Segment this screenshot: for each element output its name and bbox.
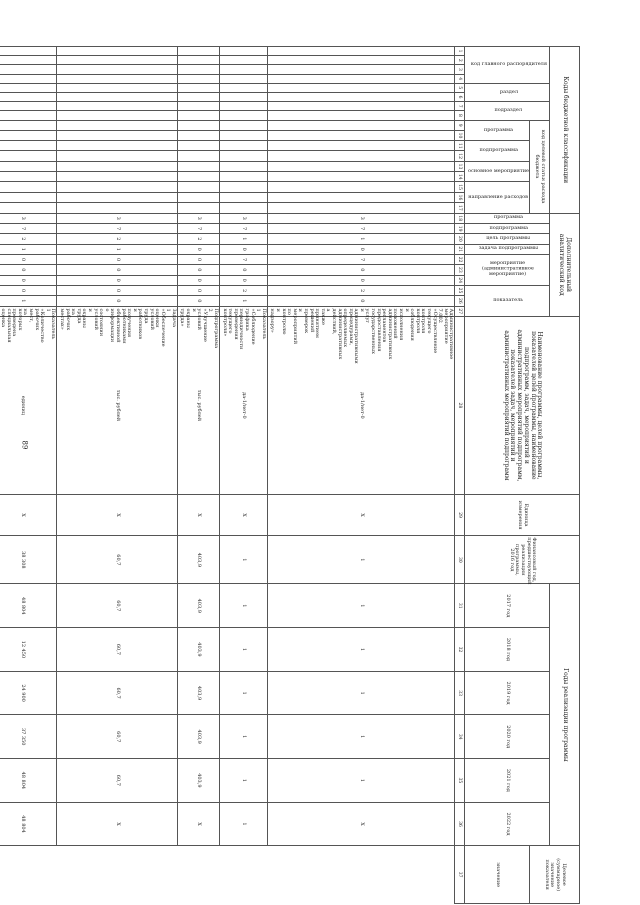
row-name: Задача 1 «Обеспечение оценки условий труда работников и получения работниками объективной информации о состоянии условий и охраны труда на рабочих местах» [57, 306, 177, 316]
row-base: X [267, 494, 455, 535]
add-program-header: программа [465, 213, 550, 223]
fin-year-column-header: Финансовый год, предшествующий реализации программы, 2016 год [465, 536, 580, 584]
name-column-header: Наименование программы, целей программы, показателей целей программы, наименование подпрограмм, задач, мероприятий и административных мероприятий подпрограмм, показателей задач, мероприятий и административных мероприятий подпрограмм [465, 316, 580, 494]
unit-column-header: Единица измерения [465, 494, 580, 535]
row-target: X [57, 802, 177, 846]
row-base: X [57, 494, 177, 535]
row-base: X [0, 494, 57, 535]
column-numbers-row: 1 2 3 4 5 6 7 8 9 10 11 12 13 14 15 16 17 18 19 20 21 22 23 24 25 26 27 28 29 30 31 32 33 34 35 36 37 [455, 47, 465, 904]
main-event-code-header: основное мероприятие [465, 161, 530, 182]
row-unit: да-1/нет-0 [220, 316, 268, 494]
value-header: значение [465, 846, 530, 904]
row-unit: тыс. рублей [57, 316, 177, 494]
year-2017-header: 2017 год [465, 584, 550, 628]
table-row: 3 7 1 0 7 0 0 2 0 Административное мероприятие 7.002 «Осуществление текущего контроля контроля соблюдения и исполнения положений административных регламентов предоставления государственных услуг и административными процедурами, определяемых административных действий, а также принятием решений проверок и мероприятий по контролю и надзору» да-1/нет-0 X 1 1 1 1 1 1 X [267, 47, 455, 904]
row-target: 1 [220, 802, 268, 846]
row-target: 48 804 [0, 802, 57, 846]
program-code-header: программа [465, 120, 530, 141]
year-2021-header: 2021 год [465, 759, 550, 803]
year-2020-header: 2020 год [465, 715, 550, 759]
row-name: Административное мероприятие 7.002 «Осуществление текущего контроля контроля соблюдения и исполнения положений административных регламентов предоставления государственных услуг и административными процедурами, определяемых административных действий, а также принятием решений проверок и мероприятий по контролю и надзору» [267, 306, 455, 316]
year-2019-header: 2019 год [465, 671, 550, 715]
row-name: Показатель 1 «Количество рабочих мест, на которых проведена специальная оценка [0, 306, 57, 316]
task-subprogram-header: задача подпрограммы [465, 244, 550, 254]
row-unit: да-1/нет-0 [267, 316, 455, 494]
add-subprogram-header: подпрограмма [465, 223, 550, 233]
event-admin-header: мероприятие (административное мероприятие) [465, 254, 550, 285]
years-header: Годы реализации программы [550, 584, 580, 846]
rotated-page-content [0, 46, 580, 904]
row-base: X [177, 494, 219, 535]
main-admin-header: код главного распорядителя [465, 47, 550, 84]
subprogram-code-header: подпрограмма [465, 141, 530, 162]
section-header: раздел [465, 83, 550, 101]
row-unit: единиц [0, 316, 57, 494]
row-target: X [177, 802, 219, 846]
program-indicators-table [0, 46, 580, 904]
row-name: Показатель 1 «Соблюдение графика периодичности проведения текущего контроля» [220, 306, 268, 316]
budget-codes-header: Коды бюджетной классификации [550, 47, 580, 214]
row-unit: тыс. рублей [177, 316, 219, 494]
year-2018-header: 2018 год [465, 628, 550, 672]
target-article-header: код целевой статьи расхода бюджета [530, 120, 550, 213]
row-base: X [220, 494, 268, 535]
row-name: Подпрограмма 2 «Улучшение условий и охраны труда» [177, 306, 219, 316]
target-value-header: Целевое (суммарное) значение показателя [530, 846, 580, 904]
table-row: 3 7 2 1 0 0 0 0 1 Показатель 1 «Количество рабочих мест, на которых проведена специальная оценка единиц X 38 308 48 804 12 450 24 900 37 350 48 804 48 804 [0, 47, 57, 904]
row-target: X [267, 802, 455, 846]
subsection-header: подраздел [465, 102, 550, 120]
table-row: 3 7 1 0 7 0 0 2 1 Показатель 1 «Соблюдение графика периодичности проведения текущего контроля» да-1/нет-0 X 1 1 1 1 1 1 1 [220, 47, 268, 904]
indicator-header: показатель [465, 285, 550, 316]
additional-code-header: Дополнительный аналитический код [550, 213, 580, 316]
table-row: 3 7 2 0 0 0 0 0 0 Подпрограмма 2 «Улучшение условий и охраны труда» тыс. рублей X 403,9 403,9 403,9 403,9 403,9 403,9 X [177, 47, 219, 904]
table-row: 3 7 2 1 0 0 0 0 0 Задача 1 «Обеспечение оценки условий труда работников и получения работниками объективной информации о состоянии условий и охраны труда на рабочих местах» тыс. рублей X 60,7 60,7 60,7 60,7 60,7 60,7 X [57, 47, 177, 904]
goal-program-header: цель программы [465, 234, 550, 244]
year-2022-header: 2022 год [465, 802, 550, 846]
direction-code-header: направление расходов [465, 182, 530, 213]
page-number: 89 [20, 440, 29, 450]
